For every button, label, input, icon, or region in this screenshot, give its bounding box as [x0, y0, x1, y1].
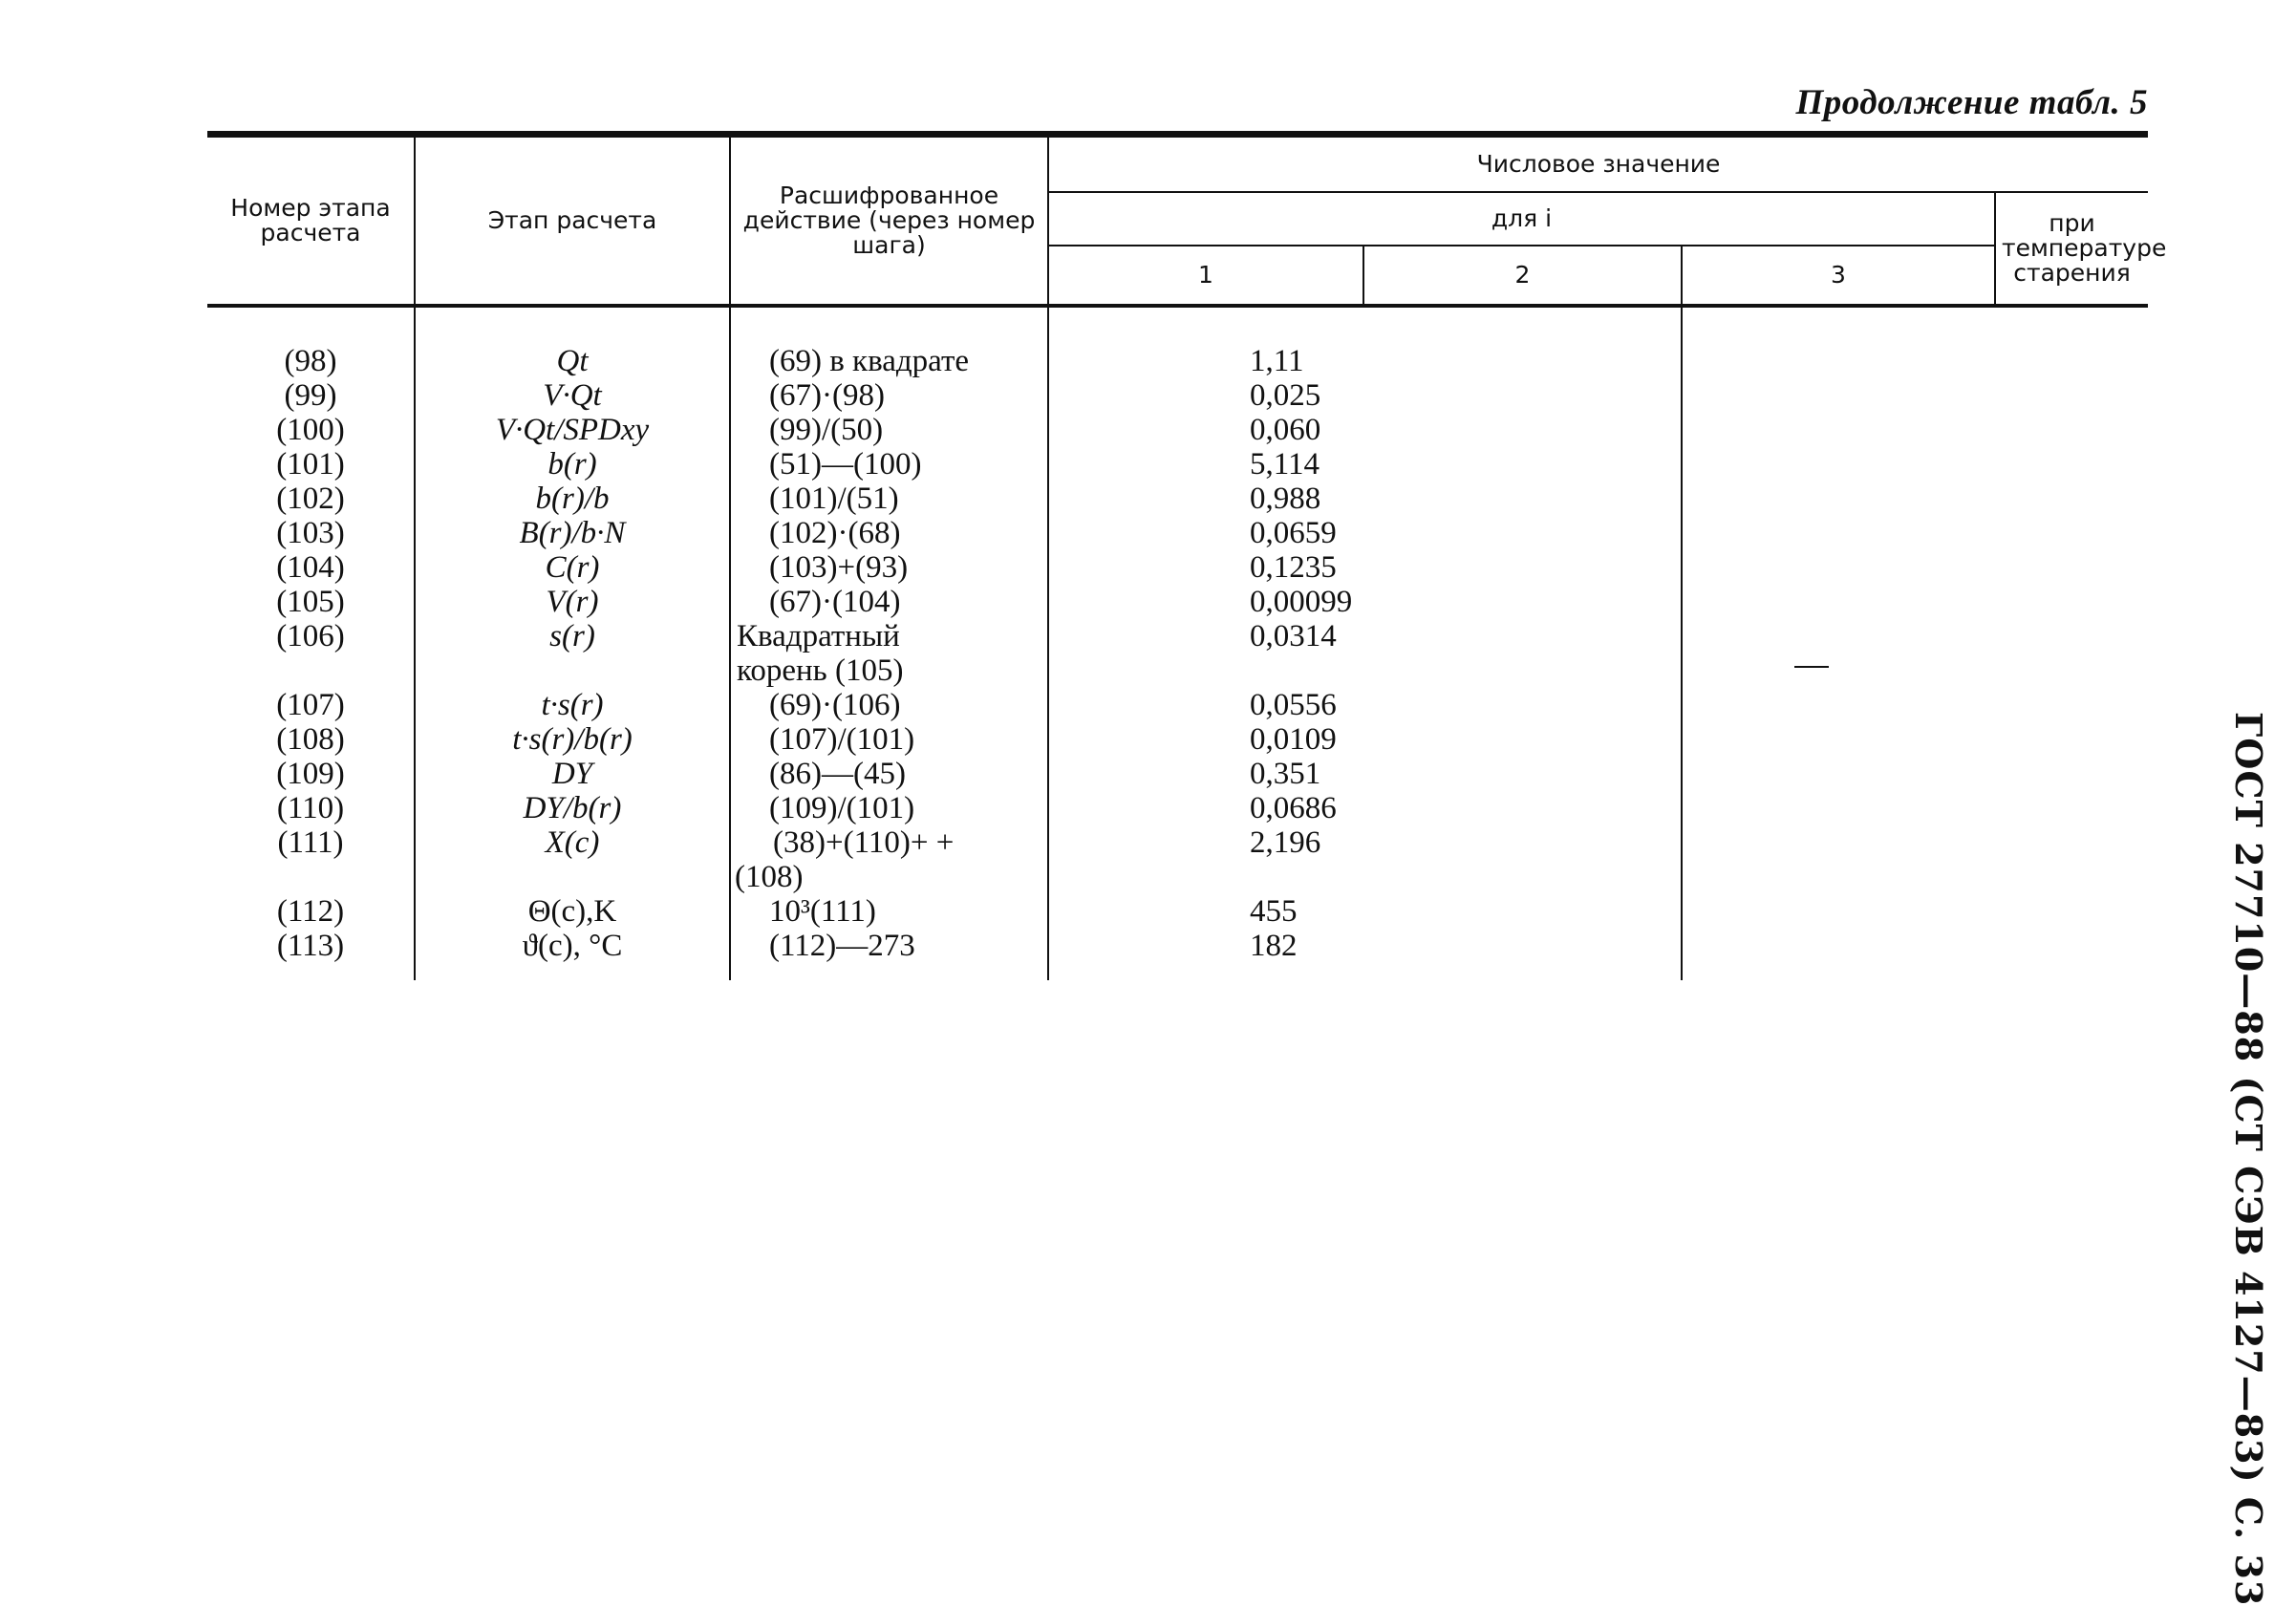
row-step: b(r): [415, 447, 730, 482]
row-number: (104): [276, 550, 345, 585]
row-action-text: (38)+(110)+ +(108): [735, 825, 955, 894]
header-action: Расшифрованное действие (через номер шага): [730, 135, 1048, 307]
row-step: X(c): [415, 825, 730, 894]
row-step: V·Qt: [415, 378, 730, 413]
row-step: s(r): [415, 619, 730, 688]
row-action: (69)·(106): [730, 688, 1048, 722]
row-action: (107)/(101): [730, 722, 1048, 757]
row-action: (99)/(50): [730, 413, 1048, 447]
empty-columns-cell: [1682, 306, 2148, 980]
row-number: (105): [276, 585, 345, 619]
row-value: 0,0314: [1048, 619, 1682, 688]
row-action: (51)—(100): [730, 447, 1048, 482]
row-number: (101): [276, 447, 345, 482]
row-step: V(r): [415, 585, 730, 619]
header-sub-2: 2: [1363, 246, 1682, 306]
row-step: ϑ(c), °C: [415, 929, 730, 980]
row-number: (108): [276, 722, 345, 757]
row-number: (102): [276, 482, 345, 516]
row-number: (99): [284, 378, 337, 413]
placeholder-dash: [1794, 666, 1829, 668]
header-numeric-value: Числовое значение: [1048, 135, 2148, 193]
row-value: 0,351: [1048, 757, 1682, 791]
row-action: (112)—273: [730, 929, 1048, 980]
header-sub-1: 1: [1048, 246, 1363, 306]
row-action: (101)/(51): [730, 482, 1048, 516]
row-step: V·Qt/SPDxy: [415, 413, 730, 447]
row-value: 5,114: [1048, 447, 1682, 482]
row-value: 0,025: [1048, 378, 1682, 413]
table-row: [207, 306, 2148, 378]
row-number: (111): [277, 825, 344, 860]
side-running-header: ГОСТ 27710—88 (СТ СЭВ 4127—83) С. 33: [2227, 712, 2270, 1606]
row-action: [730, 619, 1048, 688]
row-value: 0,0556: [1048, 688, 1682, 722]
header-sub-3: 3: [1682, 246, 1995, 306]
row-number: (109): [276, 757, 345, 791]
row-step: B(r)/b·N: [415, 516, 730, 550]
row-action: (102)·(68): [730, 516, 1048, 550]
row-action-text: Квадратный корень (105): [737, 619, 904, 688]
table-caption: Продолжение табл. 5: [1795, 83, 2148, 122]
row-action: [730, 825, 1048, 894]
row-value: 1,11: [1048, 306, 1682, 378]
row-action: (69) в квадрате: [730, 306, 1048, 378]
data-table: [207, 131, 2167, 980]
header-step: Этап расчета: [415, 135, 730, 307]
row-step: Θ(c),K: [415, 894, 730, 929]
row-action: (86)—(45): [730, 757, 1048, 791]
row-action: (103)+(93): [730, 550, 1048, 585]
row-step: t·s(r): [415, 688, 730, 722]
row-value: 0,060: [1048, 413, 1682, 447]
row-value: 0,00099: [1048, 585, 1682, 619]
header-aging-temperature: при температуре старения: [1995, 192, 2148, 306]
row-number: (98): [284, 344, 337, 378]
row-step: C(r): [415, 550, 730, 585]
row-number: (100): [276, 413, 345, 447]
row-number: (112): [276, 894, 345, 929]
header-for-i: для i: [1048, 192, 1995, 246]
row-number: (113): [276, 929, 345, 963]
row-action: 10³(111): [730, 894, 1048, 929]
row-value: 455: [1048, 894, 1682, 929]
header-step-number: Номер этапа расчета: [207, 135, 415, 307]
row-value: 0,1235: [1048, 550, 1682, 585]
row-value: 182: [1048, 929, 1682, 980]
row-number: (106): [276, 619, 345, 653]
row-step: DY/b(r): [415, 791, 730, 825]
row-action: (67)·(98): [730, 378, 1048, 413]
row-number: (107): [276, 688, 345, 722]
row-value: 0,0109: [1048, 722, 1682, 757]
row-step: t·s(r)/b(r): [415, 722, 730, 757]
row-value: 0,988: [1048, 482, 1682, 516]
row-action: (67)·(104): [730, 585, 1048, 619]
row-value: 0,0686: [1048, 791, 1682, 825]
row-action: (109)/(101): [730, 791, 1048, 825]
row-step: b(r)/b: [415, 482, 730, 516]
row-number: (103): [276, 516, 345, 550]
row-step: Qt: [415, 306, 730, 378]
row-number: (110): [276, 791, 345, 825]
row-step: DY: [415, 757, 730, 791]
row-value: 2,196: [1048, 825, 1682, 894]
row-value: 0,0659: [1048, 516, 1682, 550]
